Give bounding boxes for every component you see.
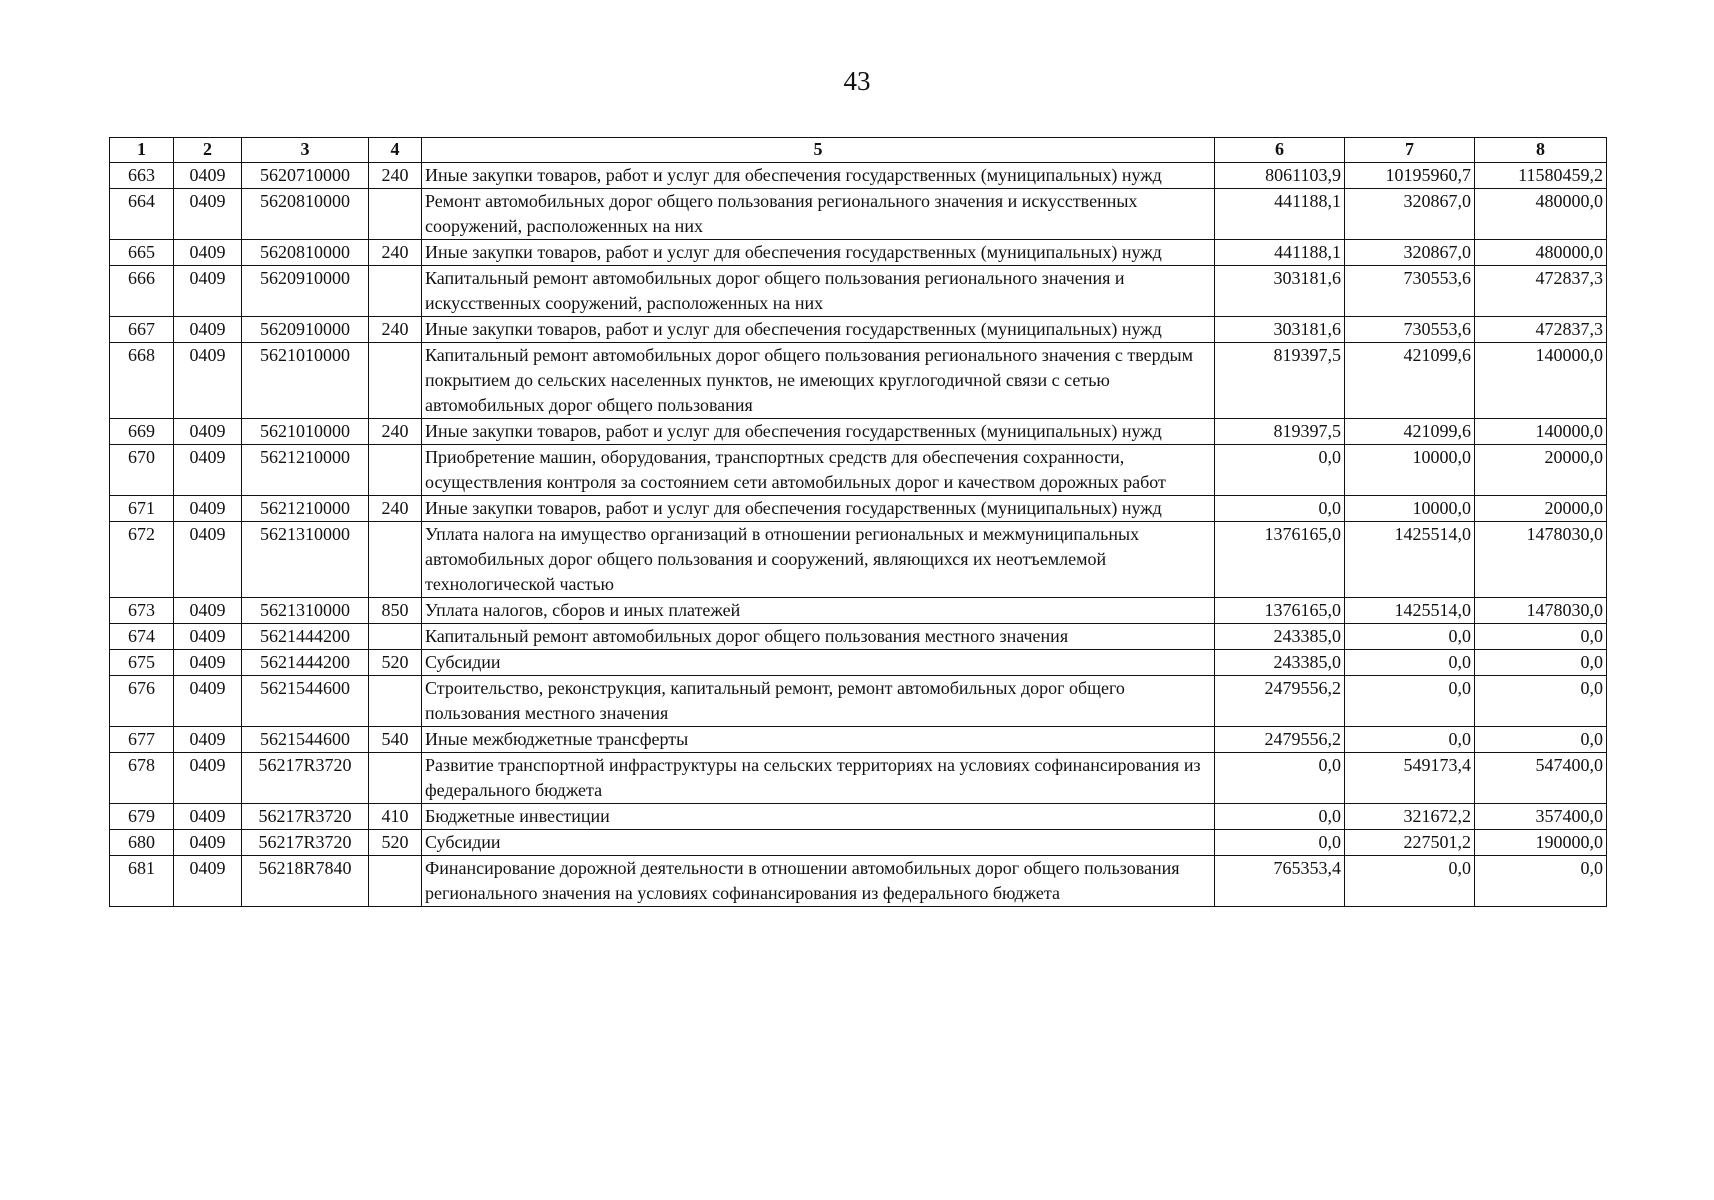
expense-type-cell: 240 (369, 317, 422, 343)
row-number-cell: 668 (110, 343, 174, 419)
table-row (110, 650, 1607, 676)
target-code-cell: 5620910000 (242, 317, 369, 343)
amount-col8-cell: 0,0 (1475, 856, 1607, 907)
expense-type-cell (369, 343, 422, 419)
amount-col8-cell: 0,0 (1475, 676, 1607, 727)
amount-col7-cell: 1425514,0 (1345, 522, 1475, 598)
section-code-cell: 0409 (174, 804, 242, 830)
description-cell: Иные закупки товаров, работ и услуг для обеспечения государственных (муниципальных) нужд (422, 496, 1215, 522)
row-number-cell: 664 (110, 189, 174, 240)
description-cell: Капитальный ремонт автомобильных дорог общего пользования местного значения (422, 624, 1215, 650)
page-number: 43 (843, 66, 871, 96)
row-number-cell: 675 (110, 650, 174, 676)
amount-col6-cell: 441188,1 (1215, 240, 1345, 266)
target-code-cell: 5621310000 (242, 598, 369, 624)
amount-col6-cell: 243385,0 (1215, 624, 1345, 650)
description-cell: Капитальный ремонт автомобильных дорог общего пользования регионального значения и искусственных сооружений, расположенных на них (422, 266, 1215, 317)
table-row (110, 189, 1607, 240)
header-cell: 3 (242, 138, 369, 163)
target-code-cell: 5621010000 (242, 419, 369, 445)
expense-type-cell: 850 (369, 598, 422, 624)
table-row (110, 830, 1607, 856)
target-code-cell: 5621210000 (242, 445, 369, 496)
row-number-cell: 663 (110, 163, 174, 189)
budget-table (109, 137, 1607, 907)
amount-col8-cell: 11580459,2 (1475, 163, 1607, 189)
header-cell: 4 (369, 138, 422, 163)
section-code-cell: 0409 (174, 317, 242, 343)
expense-type-cell (369, 676, 422, 727)
section-code-cell: 0409 (174, 240, 242, 266)
description-cell: Капитальный ремонт автомобильных дорог общего пользования регионального значения с твердым покрытием до сельских населенных пунктов, не имеющих круглогодичной связи с сетью автомобильных дорог общего пользования (422, 343, 1215, 419)
description-cell: Иные закупки товаров, работ и услуг для обеспечения государственных (муниципальных) нужд (422, 163, 1215, 189)
table-row (110, 856, 1607, 907)
amount-col7-cell: 0,0 (1345, 624, 1475, 650)
amount-col6-cell: 0,0 (1215, 753, 1345, 804)
amount-col6-cell: 0,0 (1215, 445, 1345, 496)
amount-col6-cell: 765353,4 (1215, 856, 1345, 907)
target-code-cell: 5620810000 (242, 240, 369, 266)
target-code-cell: 56217R3720 (242, 830, 369, 856)
section-code-cell: 0409 (174, 727, 242, 753)
target-code-cell: 5620810000 (242, 189, 369, 240)
amount-col7-cell: 421099,6 (1345, 343, 1475, 419)
description-cell: Субсидии (422, 650, 1215, 676)
expense-type-cell: 240 (369, 419, 422, 445)
section-code-cell: 0409 (174, 343, 242, 419)
amount-col8-cell: 472837,3 (1475, 266, 1607, 317)
amount-col6-cell: 8061103,9 (1215, 163, 1345, 189)
amount-col6-cell: 1376165,0 (1215, 522, 1345, 598)
expense-type-cell (369, 266, 422, 317)
amount-col7-cell: 421099,6 (1345, 419, 1475, 445)
expense-type-cell: 520 (369, 830, 422, 856)
table-row (110, 522, 1607, 598)
amount-col7-cell: 10000,0 (1345, 496, 1475, 522)
row-number-cell: 679 (110, 804, 174, 830)
section-code-cell: 0409 (174, 753, 242, 804)
amount-col6-cell: 819397,5 (1215, 343, 1345, 419)
row-number-cell: 677 (110, 727, 174, 753)
section-code-cell: 0409 (174, 830, 242, 856)
section-code-cell: 0409 (174, 163, 242, 189)
description-cell: Приобретение машин, оборудования, транспортных средств для обеспечения сохранности, осуществления контроля за состоянием сети автомобильных дорог и качеством дорожных работ (422, 445, 1215, 496)
amount-col8-cell: 0,0 (1475, 624, 1607, 650)
description-cell: Уплата налога на имущество организаций в отношении региональных и межмуниципальных автомобильных дорог общего пользования и сооружений, являющихся их неотъемлемой технологической частью (422, 522, 1215, 598)
amount-col8-cell: 20000,0 (1475, 445, 1607, 496)
target-code-cell: 5621310000 (242, 522, 369, 598)
description-cell: Развитие транспортной инфраструктуры на сельских территориях на условиях софинансирования из федерального бюджета (422, 753, 1215, 804)
expense-type-cell (369, 445, 422, 496)
table-row (110, 343, 1607, 419)
target-code-cell: 56217R3720 (242, 804, 369, 830)
section-code-cell: 0409 (174, 650, 242, 676)
header-cell: 7 (1345, 138, 1475, 163)
amount-col7-cell: 549173,4 (1345, 753, 1475, 804)
description-cell: Финансирование дорожной деятельности в отношении автомобильных дорог общего пользования регионального значения на условиях софинансирования из федерального бюджета (422, 856, 1215, 907)
target-code-cell: 5620910000 (242, 266, 369, 317)
section-code-cell: 0409 (174, 856, 242, 907)
description-cell: Иные закупки товаров, работ и услуг для обеспечения государственных (муниципальных) нужд (422, 419, 1215, 445)
amount-col6-cell: 243385,0 (1215, 650, 1345, 676)
table-row (110, 676, 1607, 727)
amount-col7-cell: 1425514,0 (1345, 598, 1475, 624)
amount-col6-cell: 1376165,0 (1215, 598, 1345, 624)
target-code-cell: 5620710000 (242, 163, 369, 189)
section-code-cell: 0409 (174, 189, 242, 240)
amount-col8-cell: 480000,0 (1475, 240, 1607, 266)
amount-col8-cell: 140000,0 (1475, 343, 1607, 419)
section-code-cell: 0409 (174, 676, 242, 727)
amount-col6-cell: 303181,6 (1215, 317, 1345, 343)
expense-type-cell (369, 189, 422, 240)
description-cell: Строительство, реконструкция, капитальный ремонт, ремонт автомобильных дорог общего пользования местного значения (422, 676, 1215, 727)
amount-col8-cell: 1478030,0 (1475, 522, 1607, 598)
amount-col7-cell: 320867,0 (1345, 189, 1475, 240)
section-code-cell: 0409 (174, 496, 242, 522)
target-code-cell: 5621210000 (242, 496, 369, 522)
expense-type-cell (369, 522, 422, 598)
target-code-cell: 5621010000 (242, 343, 369, 419)
amount-col7-cell: 0,0 (1345, 676, 1475, 727)
section-code-cell: 0409 (174, 266, 242, 317)
target-code-cell: 5621544600 (242, 676, 369, 727)
amount-col8-cell: 480000,0 (1475, 189, 1607, 240)
amount-col7-cell: 0,0 (1345, 856, 1475, 907)
header-cell: 5 (422, 138, 1215, 163)
row-number-cell: 676 (110, 676, 174, 727)
expense-type-cell: 540 (369, 727, 422, 753)
amount-col8-cell: 1478030,0 (1475, 598, 1607, 624)
description-cell: Иные межбюджетные трансферты (422, 727, 1215, 753)
amount-col6-cell: 441188,1 (1215, 189, 1345, 240)
description-cell: Бюджетные инвестиции (422, 804, 1215, 830)
amount-col7-cell: 320867,0 (1345, 240, 1475, 266)
table-row (110, 163, 1607, 189)
amount-col8-cell: 190000,0 (1475, 830, 1607, 856)
amount-col7-cell: 0,0 (1345, 650, 1475, 676)
row-number-cell: 670 (110, 445, 174, 496)
table-row (110, 753, 1607, 804)
amount-col8-cell: 547400,0 (1475, 753, 1607, 804)
table-row (110, 598, 1607, 624)
row-number-cell: 671 (110, 496, 174, 522)
description-cell: Ремонт автомобильных дорог общего пользования регионального значения и искусственных сооружений, расположенных на них (422, 189, 1215, 240)
table-row (110, 727, 1607, 753)
table-body (110, 163, 1607, 907)
header-cell: 6 (1215, 138, 1345, 163)
amount-col6-cell: 819397,5 (1215, 419, 1345, 445)
expense-type-cell (369, 856, 422, 907)
row-number-cell: 666 (110, 266, 174, 317)
amount-col8-cell: 20000,0 (1475, 496, 1607, 522)
target-code-cell: 5621444200 (242, 624, 369, 650)
amount-col8-cell: 357400,0 (1475, 804, 1607, 830)
amount-col6-cell: 2479556,2 (1215, 727, 1345, 753)
amount-col7-cell: 10195960,7 (1345, 163, 1475, 189)
section-code-cell: 0409 (174, 445, 242, 496)
table-row (110, 266, 1607, 317)
row-number-cell: 674 (110, 624, 174, 650)
amount-col7-cell: 0,0 (1345, 727, 1475, 753)
expense-type-cell: 240 (369, 240, 422, 266)
expense-type-cell: 240 (369, 496, 422, 522)
expense-type-cell (369, 624, 422, 650)
section-code-cell: 0409 (174, 419, 242, 445)
section-code-cell: 0409 (174, 598, 242, 624)
row-number-cell: 672 (110, 522, 174, 598)
expense-type-cell (369, 753, 422, 804)
section-code-cell: 0409 (174, 522, 242, 598)
target-code-cell: 56218R7840 (242, 856, 369, 907)
description-cell: Иные закупки товаров, работ и услуг для обеспечения государственных (муниципальных) нужд (422, 317, 1215, 343)
amount-col7-cell: 227501,2 (1345, 830, 1475, 856)
row-number-cell: 681 (110, 856, 174, 907)
target-code-cell: 5621544600 (242, 727, 369, 753)
row-number-cell: 678 (110, 753, 174, 804)
table-row (110, 804, 1607, 830)
row-number-cell: 665 (110, 240, 174, 266)
row-number-cell: 673 (110, 598, 174, 624)
table-row (110, 419, 1607, 445)
table-row (110, 496, 1607, 522)
expense-type-cell: 240 (369, 163, 422, 189)
amount-col7-cell: 730553,6 (1345, 317, 1475, 343)
amount-col6-cell: 303181,6 (1215, 266, 1345, 317)
amount-col6-cell: 0,0 (1215, 496, 1345, 522)
header-cell: 2 (174, 138, 242, 163)
header-row (110, 138, 1607, 163)
amount-col8-cell: 472837,3 (1475, 317, 1607, 343)
row-number-cell: 669 (110, 419, 174, 445)
amount-col7-cell: 321672,2 (1345, 804, 1475, 830)
description-cell: Субсидии (422, 830, 1215, 856)
amount-col7-cell: 730553,6 (1345, 266, 1475, 317)
header-cell: 8 (1475, 138, 1607, 163)
expense-type-cell: 410 (369, 804, 422, 830)
table-row (110, 317, 1607, 343)
section-code-cell: 0409 (174, 624, 242, 650)
amount-col6-cell: 0,0 (1215, 804, 1345, 830)
amount-col8-cell: 0,0 (1475, 727, 1607, 753)
amount-col8-cell: 0,0 (1475, 650, 1607, 676)
amount-col6-cell: 0,0 (1215, 830, 1345, 856)
amount-col8-cell: 140000,0 (1475, 419, 1607, 445)
expense-type-cell: 520 (369, 650, 422, 676)
row-number-cell: 667 (110, 317, 174, 343)
amount-col7-cell: 10000,0 (1345, 445, 1475, 496)
table-row (110, 240, 1607, 266)
description-cell: Иные закупки товаров, работ и услуг для обеспечения государственных (муниципальных) нужд (422, 240, 1215, 266)
header-cell: 1 (110, 138, 174, 163)
table-row (110, 445, 1607, 496)
row-number-cell: 680 (110, 830, 174, 856)
target-code-cell: 5621444200 (242, 650, 369, 676)
amount-col6-cell: 2479556,2 (1215, 676, 1345, 727)
target-code-cell: 56217R3720 (242, 753, 369, 804)
table-row (110, 624, 1607, 650)
description-cell: Уплата налогов, сборов и иных платежей (422, 598, 1215, 624)
